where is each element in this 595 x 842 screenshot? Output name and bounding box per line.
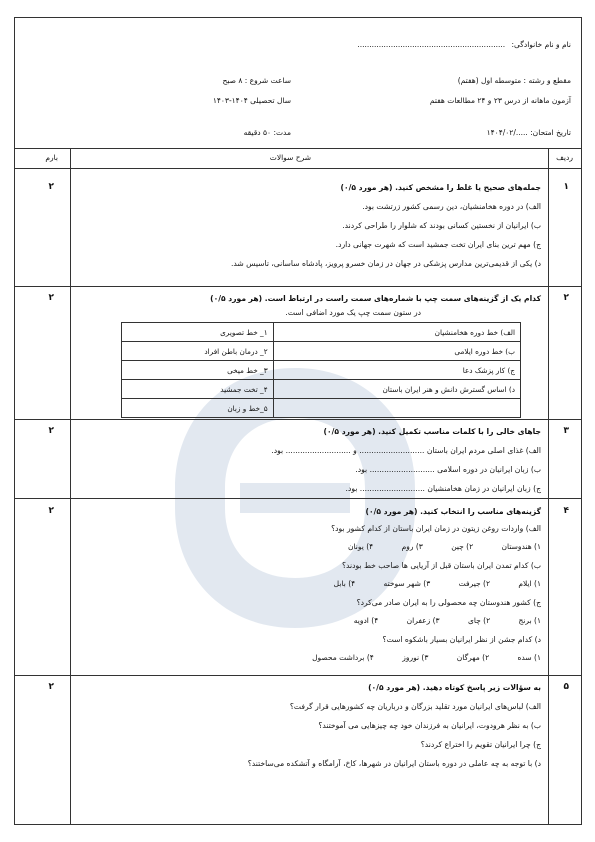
statement: ب) ایرانیان از نخستین کسانی بودند که شلوار را طراحی کردند.: [342, 221, 541, 230]
divider-score: [70, 148, 71, 824]
exam-header: [15, 18, 581, 149]
name-label: نام و نام خانوادگی:: [511, 40, 571, 49]
mc-option[interactable]: ۱) سده: [517, 653, 541, 662]
mc-options: [322, 541, 541, 552]
match-right: د) اساس گسترش دانش و هنر ایران باستان: [273, 380, 520, 399]
table-row: [122, 342, 521, 361]
table-row: [122, 361, 521, 380]
mc-option[interactable]: ۱) ایلام: [518, 579, 541, 588]
question-title: جمله‌های صحیح یا غلط را مشخص کنید. (هر مورد ۰/۵): [340, 183, 541, 192]
question-title: کدام یک از گزینه‌های سمت چپ با شماره‌های سمت راست در ارتباط است. (هر مورد ۰/۵): [210, 294, 541, 303]
column-headers: [15, 148, 581, 169]
question-number: ۵: [563, 682, 569, 692]
row-divider: [15, 675, 581, 676]
row-divider: [15, 286, 581, 287]
question-title: به سؤالات زیر پاسخ کوتاه دهید. (هر مورد ۰/۵): [368, 683, 541, 692]
mc-option[interactable]: ۱) برنج: [518, 616, 541, 625]
mc-options: [328, 615, 541, 626]
question-number: ۱: [563, 182, 569, 192]
school-year: سال تحصیلی ۱۴۰۴-۱۴۰۳: [212, 96, 291, 105]
exam-title: آزمون ماهانه از درس ۲۳ و ۲۴ مطالعات هفتم: [429, 96, 571, 105]
statement: ج) مهم ترین بنای ایران تخت جمشید است که شهرت جهانی دارد.: [335, 240, 541, 249]
mc-option[interactable]: ۳) روم: [401, 542, 423, 551]
col-row: ردیف: [556, 153, 573, 162]
short-answer-question: ج) چرا ایرانیان تقویم را اختراع کردند؟: [420, 740, 541, 749]
mc-option[interactable]: ۲) جیرفت: [458, 579, 490, 588]
table-row: [122, 399, 521, 418]
question-score: ۲: [48, 426, 54, 436]
match-left: ۴_ تخت جمشید: [122, 380, 274, 399]
match-right: الف) خط دوره هخامنشیان: [273, 323, 520, 342]
mc-option[interactable]: ۴) بابل: [333, 579, 356, 588]
duration: مدت: ۵۰ دقیقه: [243, 128, 291, 137]
match-left: ۳_ خط میخی: [122, 361, 274, 380]
mc-option[interactable]: ۳) زعفران: [406, 616, 440, 625]
mc-option[interactable]: ۲) چین: [451, 542, 474, 551]
match-right: [273, 399, 520, 418]
mc-question: الف) واردات روغن زیتون در زمان ایران باستان از کدام کشور بود؟: [331, 524, 541, 533]
mc-option[interactable]: ۳) نوروز: [402, 653, 429, 662]
question-score: ۲: [48, 293, 54, 303]
question-title: گزینه‌های مناسب را انتخاب کنید. (هر مورد ۰/۵): [365, 507, 541, 516]
short-answer-question: ب) به نظر هرودوت، ایرانیان به فرزندان خود چه چیزهایی می آموختند؟: [318, 721, 541, 730]
table-row: [122, 380, 521, 399]
mc-option[interactable]: ۳) شهر سوخته: [383, 579, 431, 588]
match-left: ۲_ درمان باطن افراد: [122, 342, 274, 361]
exam-sheet: [14, 17, 582, 825]
mc-options: [308, 578, 541, 589]
col-score: بارم: [45, 153, 58, 162]
exam-date: تاریخ امتحان: ...../۱۴۰۴/۰۲: [486, 128, 571, 137]
matching-table: [121, 322, 521, 418]
mc-option[interactable]: ۲) مهرگان: [456, 653, 490, 662]
mc-question: ب) کدام تمدن ایران باستان قبل از آریایی ها صاحب خط بودند؟: [342, 561, 541, 570]
short-answer-question: الف) لباس‌های ایرانیان مورد تقلید بزرگان و درباریان چه کشورهایی قرار گرفت؟: [289, 702, 541, 711]
mc-question: ج) کشور هندوستان چه محصولی را به ایران صادر می‌کرد؟: [356, 598, 541, 607]
question-subtitle: در ستون سمت چپ یک مورد اضافی است.: [285, 308, 421, 317]
match-right: ب) خط دوره ایلامی: [273, 342, 520, 361]
student-name-field[interactable]: [357, 40, 571, 50]
mc-option[interactable]: ۲) چای: [467, 616, 491, 625]
mc-option[interactable]: ۴) ادویه: [353, 616, 379, 625]
question-number: ۲: [563, 293, 569, 303]
fill-blank[interactable]: ج) زبان ایرانیان در زمان هخامنشیان ........................... بود.: [345, 484, 541, 493]
match-right: ج) کار پزشک دعا: [273, 361, 520, 380]
mc-option[interactable]: ۴) یونان: [347, 542, 374, 551]
short-answer-question: د) با توجه به چه عاملی در دوره باستان ایرانیان در شهرها، کاخ، آرامگاه و آتشکده می‌ساختند؟: [247, 759, 541, 768]
mc-option[interactable]: ۴) برداشت محصول: [312, 653, 374, 662]
match-left: ۵_خط و زبان: [122, 399, 274, 418]
mc-question: د) کدام جشن از نظر ایرانیان بسیار باشکوه است؟: [382, 635, 541, 644]
question-score: ۲: [48, 182, 54, 192]
row-divider: [15, 498, 581, 499]
col-description: شرح سوالات: [269, 153, 311, 162]
question-number: ۴: [563, 506, 569, 516]
fill-blank[interactable]: الف) غذای اصلی مردم ایران باستان ........................... و ........................... بود.: [271, 446, 541, 455]
match-left: ۱_ خط تصویری: [122, 323, 274, 342]
fill-blank[interactable]: ب) زبان ایرانیان در دوره اسلامی ........................... بود.: [355, 465, 541, 474]
mc-options: [286, 652, 541, 663]
question-score: ۲: [48, 506, 54, 516]
statement: د) یکی از قدیمی‌ترین مدارس پزشکی در جهان در زمان خسرو پرویز، پادشاه ساسانی، تاسیس شد.: [231, 259, 541, 268]
start-time: ساعت شروع : ۸ صبح: [222, 76, 291, 85]
row-divider: [15, 419, 581, 420]
question-score: ۲: [48, 682, 54, 692]
divider-row: [548, 148, 549, 824]
question-title: جاهای خالی را با کلمات مناسب تکمیل کنید. (هر مورد ۰/۵): [323, 427, 541, 436]
question-number: ۳: [563, 426, 569, 436]
table-row: [122, 323, 521, 342]
grade-label: مقطع و رشته : متوسطه اول (هفتم): [457, 76, 571, 85]
name-dots: ..............................................................: [357, 40, 506, 49]
mc-option[interactable]: ۱) هندوستان: [501, 542, 541, 551]
statement: الف) در دوره هخامنشیان، دین رسمی کشور زرتشت بود.: [362, 202, 541, 211]
